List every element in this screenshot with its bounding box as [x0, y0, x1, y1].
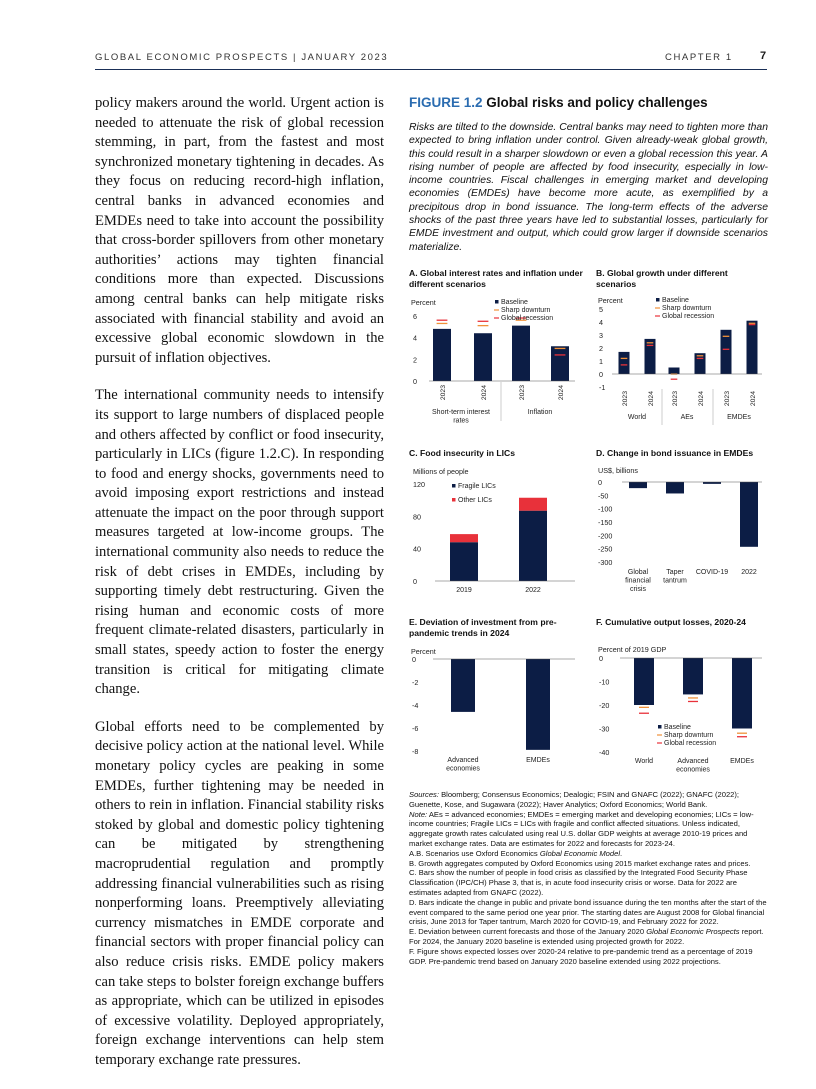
y-tick-label: 6: [413, 311, 417, 321]
legend-label: Sharp downturn: [662, 305, 712, 312]
data-bar: [629, 482, 647, 488]
x-tick-label: 2023: [672, 391, 679, 407]
figure-title-text: Global risks and policy challenges: [486, 95, 708, 110]
data-bar: [474, 333, 492, 381]
figure-number: FIGURE 1.2: [409, 95, 483, 110]
y-tick-label: 0: [599, 654, 603, 663]
x-tick-label: World: [634, 758, 654, 765]
figure-caption: Risks are tilted to the downside. Central banks may need to tighten more than expected to bring inflation under control. Given already-weak global growth, this could result in a sharper slowdown or even a global recession this year. A rising number of people are affected by food insecurity, especially in low-income countries. Fiscal challenges in emerging market and developing economies (EMDEs) have become more acute, as exemplified by a precipitous drop in bond issuance. The long-term effects of the adverse shocks of the past three years have led to substantial losses, particularly for EMDE investment and output, which could grow larger if downside scenarios materialize.: [409, 122, 768, 253]
y-tick-label: 3: [599, 331, 603, 340]
x-tick-label: tantrum: [663, 577, 687, 585]
legend-swatch: [658, 725, 662, 729]
body-paragraph-2: The international community needs to intensify its support to large numbers of displaced people and others affected by conflict or food insecurity, particularly in LICs (figure 1.2.C). In responding to food and energy shocks, governments need to avoid imposing export restrictions and instead attenuate the impact on the poor through support measures targeted at low-income groups. The international community also needs to reduce the risk of debt crises in EMDEs, including by supporting timely debt restructuring. Given the rising human and economic costs of more frequent climate-related disasters, particularly in small states, speedy action to foster the energy transition is critical for mitigating climate change.: [95, 387, 384, 698]
chart-d: [592, 464, 772, 604]
legend-label: Baseline: [662, 297, 689, 304]
panel-a-title: A. Global interest rates and inflation under different scenarios: [409, 268, 583, 289]
y-tick-label: 0: [413, 577, 417, 586]
chart-b: [592, 293, 772, 433]
legend-swatch: [452, 498, 456, 502]
note-e: E. Deviation between current forecasts and those of the January 2020 Global Economic Prospects report. For 2024, the January 2020 baseline is extended using projected growth for 2022.: [409, 927, 764, 946]
note-b: B. Growth aggregates computed by Oxford Economics using 2015 market exchange rates and prices.: [409, 858, 751, 868]
y-tick-label: 1: [599, 357, 603, 366]
y-tick-label: 0: [413, 377, 417, 386]
x-tick-label: 2023: [622, 391, 629, 407]
x-tick-label: financial: [625, 577, 651, 585]
y-tick-label: -8: [412, 747, 419, 756]
y-tick-label: -100: [598, 504, 613, 514]
y-axis-label: Percent: [411, 298, 436, 307]
fragile-lics-bar: [519, 511, 547, 581]
data-bar: [451, 659, 475, 712]
y-tick-label: -20: [599, 701, 610, 710]
x-tick-label: 2024: [481, 385, 488, 401]
y-tick-label: -1: [599, 383, 606, 392]
x-tick-label: economies: [676, 766, 710, 774]
legend-label: Global recession: [664, 740, 717, 747]
other-lics-bar: [519, 498, 547, 511]
x-tick-label: EMDEs: [730, 758, 754, 765]
x-tick-label: 2023: [519, 385, 526, 401]
y-tick-label: -150: [598, 518, 613, 527]
x-tick-label: 2023: [724, 391, 731, 407]
y-tick-label: -300: [598, 558, 613, 567]
y-axis-label: Percent: [411, 647, 436, 656]
y-tick-label: -4: [412, 701, 419, 710]
legend-label: Global recession: [501, 315, 554, 322]
y-tick-label: -50: [598, 491, 609, 501]
legend-label: Baseline: [501, 299, 528, 306]
baseline-bar: [732, 658, 752, 729]
legend-swatch: [452, 484, 456, 488]
body-text-column: [95, 94, 384, 1089]
data-bar: [512, 326, 530, 381]
note-f: F. Figure shows expected losses over 2020-24 relative to pre-pandemic trend as a percentage of 2019 GDP. Pre-pandemic trend based on January 2020 baseline extended using 2022 projections.: [409, 946, 753, 966]
data-bar: [747, 321, 758, 374]
x-tick-label: 2023: [440, 385, 447, 401]
legend-label: Other LICs: [458, 497, 492, 504]
data-bar: [669, 368, 680, 375]
legend-label: Global recession: [662, 313, 715, 320]
y-tick-label: -250: [598, 544, 613, 554]
group-label: rates: [453, 417, 469, 425]
note-line: Note: AEs = advanced economies; EMDEs = emerging market and developing economies; LICs = low-income countries; Fragile LICs = LICs with fragile and conflict affected situations. Unless indicated, aggregate growth rates calculated using real U.S. dollar GDP weights at average 2010-19 prices and market exchange rates. Data are estimates for 2022 and forecasts for 2023-24.: [409, 809, 754, 848]
panel-d-title: D. Change in bond issuance in EMDEs: [596, 448, 754, 458]
baseline-bar: [683, 658, 703, 694]
chart-c: [405, 464, 585, 604]
x-tick-label: Advanced: [447, 757, 479, 764]
legend-label: Sharp downturn: [664, 732, 714, 739]
x-tick-label: Global: [627, 569, 649, 576]
y-axis-label: Percent of 2019 GDP: [598, 645, 667, 654]
fragile-lics-bar: [450, 542, 478, 581]
x-tick-label: 2024: [648, 391, 655, 407]
panel-c-title: C. Food insecurity in LICs: [409, 448, 515, 458]
x-tick-label: 2024: [698, 391, 705, 407]
y-axis-label: Millions of people: [413, 467, 469, 476]
data-bar: [526, 659, 550, 750]
data-bar: [619, 352, 630, 374]
data-bar: [433, 329, 451, 381]
y-tick-label: 0: [598, 478, 602, 487]
group-label: Inflation: [527, 409, 553, 416]
body-paragraph-3: Global efforts need to be complemented by decisive policy action at the national level. While monetary policy cycles are peaking in some EMDEs, further tightening may be needed in others to rein in inflation. Financial stability risks stoked by global and domestic policy tightening can be mitigated by strengthening macroprudential regulation and promptly addressing financial vulnerabilities such as rising nonperforming loans. Preemptively alleviating currency mismatches in EMDE corporate and financial sectors with proper financial policy can also reduce crisis risks. EMDE policy makers can take steps to bolster foreign exchange buffers as appropriate, which can be utilized in episodes of excessive volatility. Deployed appropriately, foreign exchange interventions can help stem temporary exchange rate pressures.: [95, 718, 384, 1068]
other-lics-bar: [450, 534, 478, 542]
y-tick-label: 0: [412, 655, 416, 664]
y-tick-label: -30: [599, 724, 610, 734]
x-tick-label: crisis: [630, 586, 646, 593]
chart-a: [405, 293, 585, 433]
sources-line: Sources: Bloomberg; Consensus Economics; Dealogic; FSIN and GNAFC (2022); GNAFC (2022); Guenette, Kose, and Sugawara (2022); Haver Analytics; Oxford Economics; World Bank.: [409, 790, 740, 809]
running-header: GLOBAL ECONOMIC PROSPECTS | JANUARY 2023: [95, 52, 389, 63]
data-bar: [666, 482, 684, 493]
legend-swatch: [656, 298, 660, 302]
legend-label: Fragile LICs: [458, 483, 496, 490]
page-number: 7: [760, 50, 767, 62]
x-tick-label: Advanced: [677, 758, 709, 765]
y-tick-label: 4: [413, 333, 417, 343]
y-tick-label: 2: [599, 344, 603, 353]
note-d: D. Bars indicate the change in public and private bond issuance during the ten months after the start of the event compared to the same period one year prior. The starting dates are August 2008 for Global financial crisis, June 2013 for Taper tantrum, March 2020 for COVID-19, and February 2022 for 2022.: [409, 897, 767, 927]
y-tick-label: 4: [599, 318, 603, 327]
chart-f: [592, 644, 772, 784]
baseline-bar: [634, 658, 654, 705]
chapter-label: CHAPTER 1: [665, 52, 733, 63]
x-tick-label: 2022: [525, 587, 541, 594]
body-paragraph-1: policy makers around the world. Urgent action is needed to attenuate the risk of global recession stemming, in part, from the fastest and most synchronized monetary tightening in decades. As they focus on reducing record-high inflation, central banks in advanced economies and EMDEs need to take into account the possibility that cross-border spillovers from other monetary authorities’ actions may tighten financial conditions more than expected. Discussions among central banks can help mitigate risks associated with financial stability and avoid an excessive global economic slowdown in the pursuit of inflation objectives.: [95, 95, 384, 366]
panel-f-title: F. Cumulative output losses, 2020-24: [596, 617, 746, 627]
group-label: World: [627, 414, 647, 421]
note-ab: A.B. Scenarios use Oxford Economics Global Economic Model.: [409, 848, 623, 858]
panel-b-title: B. Global growth under different scenarios: [596, 268, 728, 289]
chart-e: [405, 644, 585, 784]
y-tick-label: -200: [598, 531, 613, 541]
panel-e-title: E. Deviation of investment from pre-pandemic trends in 2024: [409, 617, 557, 638]
note-c: C. Bars show the number of people in food crisis as classified by the Integrated Food Security Phase Classification (IPC/CH) Phase 3, that is, in acute food insecurity crisis or worse. Data for 2022 are estimates adapted from GNAFC (2022).: [409, 868, 748, 897]
x-tick-label: 2024: [750, 391, 757, 407]
x-tick-label: Taper: [666, 569, 684, 576]
y-tick-label: -2: [412, 678, 419, 687]
data-bar: [551, 346, 569, 381]
y-tick-label: -10: [599, 677, 610, 687]
y-tick-label: 80: [413, 512, 421, 522]
group-label: EMDEs: [727, 414, 751, 421]
y-tick-label: -6: [412, 724, 419, 733]
figure-title: [409, 95, 769, 110]
y-tick-label: 120: [413, 480, 425, 489]
figure-sources: [409, 790, 769, 966]
group-label: Short-term interest: [432, 409, 490, 416]
x-tick-label: COVID-19: [695, 569, 729, 576]
y-tick-label: -40: [599, 748, 610, 757]
x-tick-label: 2019: [456, 587, 472, 594]
y-tick-label: 0: [599, 370, 603, 379]
x-tick-label: 2022: [741, 569, 757, 576]
data-bar: [645, 339, 656, 374]
x-tick-label: economies: [446, 765, 480, 773]
data-bar: [740, 482, 758, 547]
x-tick-label: EMDEs: [526, 757, 550, 764]
group-label: AEs: [680, 414, 694, 421]
y-axis-label: US$, billions: [598, 466, 638, 475]
y-tick-label: 40: [413, 544, 421, 554]
x-tick-label: 2024: [558, 385, 565, 401]
legend-swatch: [495, 300, 499, 304]
y-axis-label: Percent: [598, 296, 623, 305]
legend-label: Sharp downturn: [501, 307, 551, 314]
legend-label: Baseline: [664, 724, 691, 731]
y-tick-label: 5: [599, 305, 603, 314]
header-rule: [95, 69, 767, 70]
y-tick-label: 2: [413, 355, 417, 365]
